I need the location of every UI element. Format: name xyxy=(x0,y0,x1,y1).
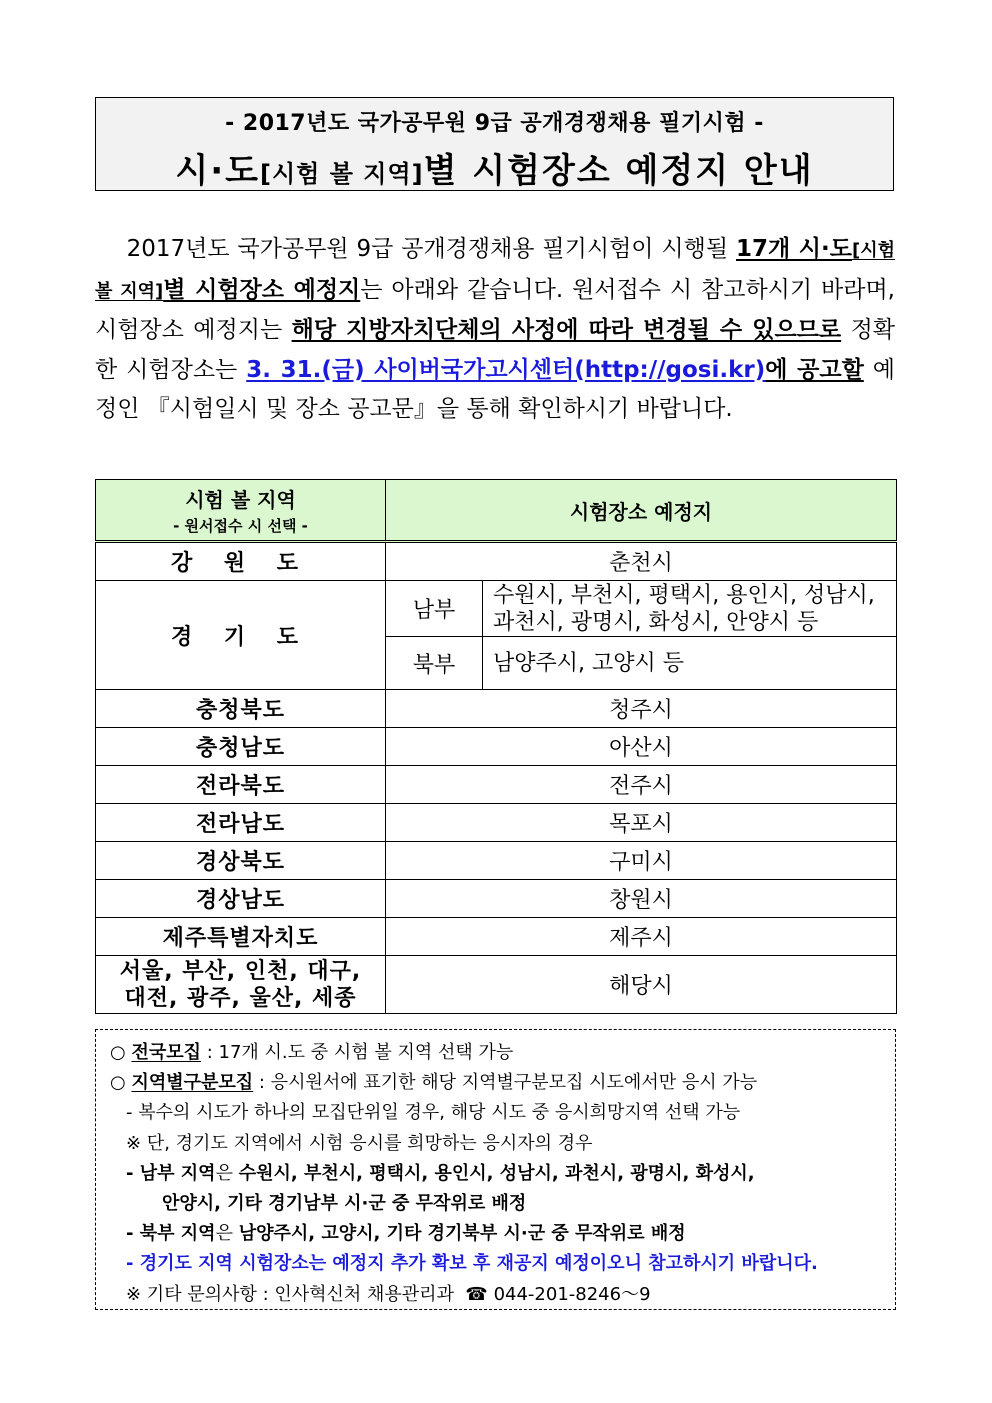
site-cell: 춘천시 xyxy=(386,542,897,581)
note-contact-text: ※ 기타 문의사항 : 인사혁신처 채용관리과 xyxy=(126,1283,454,1305)
table-row xyxy=(96,918,897,956)
intro-text-2: 17개 시·도 xyxy=(735,236,852,262)
note-regional xyxy=(110,1068,883,1098)
notes-box xyxy=(95,1029,896,1310)
table-header-row xyxy=(96,480,897,542)
phone-icon: ☎ xyxy=(465,1283,488,1305)
intro-link-text[interactable]: 3. 31.(금) 사이버국가고시센터(http://gosi.kr) xyxy=(246,356,766,383)
intro-text-4: 별 시험장소 예정지 xyxy=(163,276,361,303)
site-cell: 청주시 xyxy=(386,690,897,728)
note-south xyxy=(110,1159,883,1189)
header-region xyxy=(96,480,386,542)
note-regional-body: : 응시원서에 표기한 해당 지역별구분모집 시도에서만 응시 가능 xyxy=(253,1072,758,1094)
note-north-particle: 은 xyxy=(215,1223,239,1245)
note-nationwide-head: 전국모집 xyxy=(131,1042,202,1063)
note-north-label: - 북부 지역 xyxy=(126,1223,216,1245)
region-cell: 전라북도 xyxy=(96,766,386,804)
site-cell: 해당시 xyxy=(386,956,897,1014)
header-region-sub: - 원서접수 시 선택 - xyxy=(173,517,308,535)
table-row xyxy=(96,804,897,842)
header-site: 시험장소 예정지 xyxy=(386,480,897,542)
table-row xyxy=(96,766,897,804)
intro-paragraph xyxy=(95,230,895,430)
title-box xyxy=(95,97,894,191)
region-cell: 충청남도 xyxy=(96,728,386,766)
note-north-cities: 남양주시, 고양시, 기타 경기북부 시·군 중 무작위로 배정 xyxy=(238,1223,686,1245)
intro-text-6: 해당 지방자치단체의 사정에 따라 변경될 수 있으므로 xyxy=(291,317,842,343)
note-south-particle: 은 xyxy=(215,1162,239,1184)
region-table xyxy=(95,479,897,1014)
intro-text-1: 2017년도 국가공무원 9급 공개경쟁채용 필기시험이 시행될 xyxy=(126,236,736,262)
note-gyeonggi: ※ 단, 경기도 지역에서 시험 응시를 희망하는 응시자의 경우 xyxy=(126,1132,593,1154)
intro-text-3: [시험 볼 지역] xyxy=(95,240,895,302)
region-cell: 제주특별자치도 xyxy=(96,918,386,956)
table-row xyxy=(96,690,897,728)
note-nationwide xyxy=(110,1038,883,1068)
subregion-south-sites: 수원시, 부천시, 평택시, 용인시, 성남시, 과천시, 광명시, 화성시, 안양시 등 xyxy=(483,581,897,637)
note-reannounce: - 경기도 지역 시험장소는 예정지 추가 확보 후 재공지 예정이오니 참고하시기 바랍니다. xyxy=(126,1253,818,1275)
region-cell: 전라남도 xyxy=(96,804,386,842)
site-cell: 목포시 xyxy=(386,804,897,842)
note-south-cities: 수원시, 부천시, 평택시, 용인시, 성남시, 과천시, 광명시, 화성시, xyxy=(238,1162,755,1184)
title-part-b: [시험 볼 지역] xyxy=(260,160,424,188)
region-cell: 경 기 도 xyxy=(96,581,386,690)
note-multi-region: - 복수의 시도가 하나의 모집단위일 경우, 해당 시도 중 응시희망지역 선택 가능 xyxy=(126,1102,741,1124)
note-south-label: - 남부 지역 xyxy=(126,1162,216,1184)
site-cell: 전주시 xyxy=(386,766,897,804)
intro-text-7: 정확한 시험장소는 xyxy=(95,317,896,383)
table-row xyxy=(96,842,897,880)
intro-text-5: 는 아래와 같습니다. 원서접수 시 참고하시기 바라며, 시험장소 예정지는 xyxy=(95,276,895,343)
title-part-a: 시·도 xyxy=(175,151,261,191)
note-north xyxy=(110,1219,883,1249)
region-line-2: 대전, 광주, 울산, 세종 xyxy=(124,985,357,1011)
site-cell: 창원시 xyxy=(386,880,897,918)
table-row xyxy=(96,956,897,1014)
region-cell: 충청북도 xyxy=(96,690,386,728)
circle-bullet-icon: ○ xyxy=(110,1072,126,1094)
region-line-1: 서울, 부산, 인천, 대구, xyxy=(119,958,362,984)
circle-bullet-icon: ○ xyxy=(110,1042,126,1063)
note-south-cont: 안양시, 기타 경기남부 시·군 중 무작위로 배정 xyxy=(162,1193,527,1215)
region-cell: 경상북도 xyxy=(96,842,386,880)
subregion-south-label: 남부 xyxy=(386,581,483,637)
table-row xyxy=(96,728,897,766)
phone-number: 044-201-8246～9 xyxy=(493,1283,651,1305)
subregion-north-label: 북부 xyxy=(386,637,483,690)
region-cell: 강 원 도 xyxy=(96,542,386,581)
table-row xyxy=(96,542,897,581)
site-cell: 아산시 xyxy=(386,728,897,766)
table-row xyxy=(96,880,897,918)
intro-text-10: 예정인 『시험일시 및 장소 공고문』을 통해 확인하시기 바랍니다. xyxy=(95,356,895,422)
header-region-label: 시험 볼 지역 xyxy=(185,488,296,512)
note-contact xyxy=(110,1280,883,1310)
table-row xyxy=(96,581,897,637)
title-subheading: - 2017년도 국가공무원 9급 공개경쟁채용 필기시험 - xyxy=(225,111,764,136)
subregion-north-sites: 남양주시, 고양시 등 xyxy=(483,637,897,690)
note-regional-head: 지역별구분모집 xyxy=(131,1072,254,1094)
note-nationwide-body: : 17개 시.도 중 시험 볼 지역 선택 가능 xyxy=(201,1042,514,1063)
region-cell xyxy=(96,956,386,1014)
intro-text-9: 에 공고할 xyxy=(765,356,864,383)
site-cell: 구미시 xyxy=(386,842,897,880)
page-title xyxy=(96,143,893,192)
region-cell: 경상남도 xyxy=(96,880,386,918)
site-cell: 제주시 xyxy=(386,918,897,956)
title-part-c: 별 시험장소 예정지 안내 xyxy=(423,151,814,191)
